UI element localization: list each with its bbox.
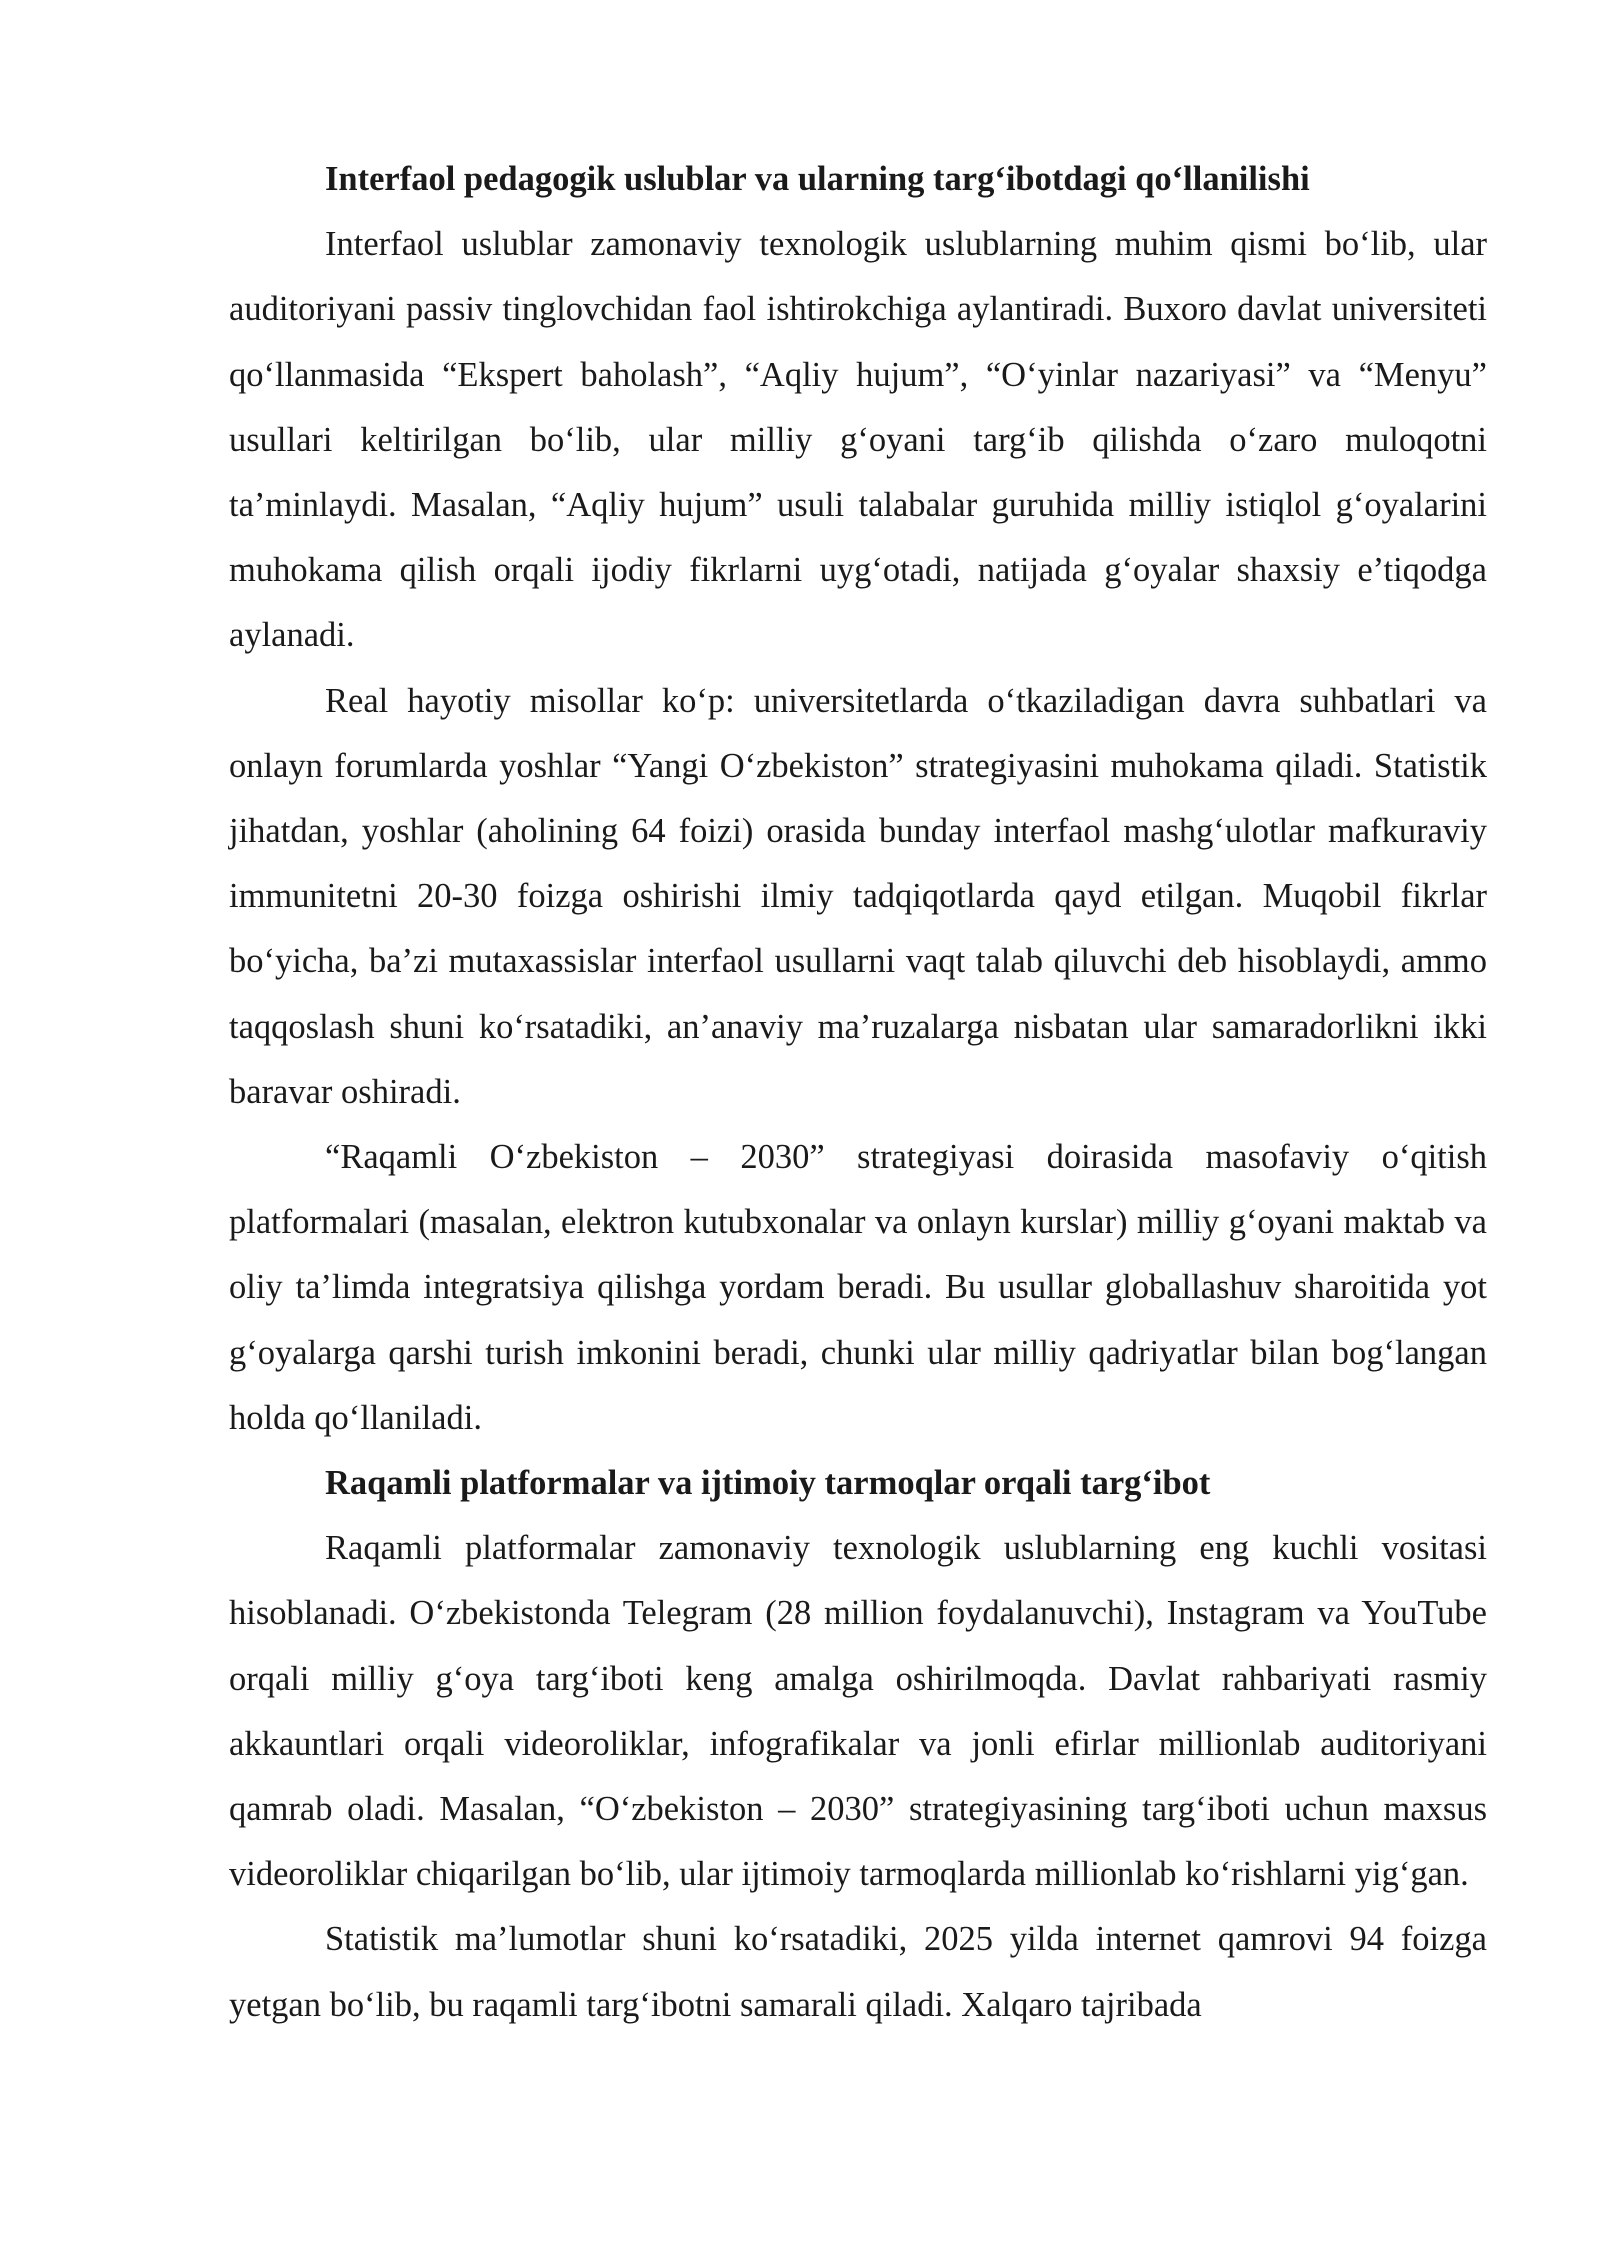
section-heading-interactive-methods: Interfaol pedagogik uslublar va ularning targ‘ibotdagi qo‘llanilishi: [325, 160, 1310, 198]
paragraph: Real hayotiy misollar ko‘p: universitetlarda o‘tkaziladigan davra suhbatlari va onlayn forumlarda yoshlar “Yangi O‘zbekiston” strategiyasini muhokama qiladi. Statistik jihatdan, yoshlar (aholining 64 foizi) orasida bunday interfaol mashg‘ulotlar mafkuraviy immunitetni 20-30 foizga oshirishi ilmiy tadqiqotlarda qayd etilgan. Muqobil fikrlar bo‘yicha, ba’zi mutaxassislar interfaol usullarni vaqt talab qiluvchi deb hisoblaydi, ammo taqqoslash shuni ko‘rsatadiki, an’anaviy ma’ruzalarga nisbatan ular samaradorlikni ikki baravar oshiradi.: [229, 681, 1487, 1111]
paragraph: Statistik ma’lumotlar shuni ko‘rsatadiki, 2025 yilda internet qamrovi 94 foizga yetgan bo‘lib, bu raqamli targ‘ibotni samarali qiladi. Xalqaro tajribada: [229, 1920, 1487, 2024]
paragraph: Interfaol uslublar zamonaviy texnologik uslublarning muhim qismi bo‘lib, ular auditoriyani passiv tinglovchidan faol ishtirokchiga aylantiradi. Buxoro davlat universiteti qo‘llanmasida “Ekspert baholash”, “Aqliy hujum”, “O‘yinlar nazariyasi” va “Menyu” usullari keltirilgan bo‘lib, ular milliy g‘oyani targ‘ib qilishda o‘zaro muloqotni ta’minlaydi. Masalan, “Aqliy hujum” usuli talabalar guruhida milliy istiqlol g‘oyalarini muhokama qilish orqali ijodiy fikrlarni uyg‘otadi, natijada g‘oyalar shaxsiy e’tiqodga aylanadi.: [229, 225, 1487, 655]
paragraph: “Raqamli O‘zbekiston – 2030” strategiyasi doirasida masofaviy o‘qitish platformalari (masalan, elektron kutubxonalar va onlayn kurslar) milliy g‘oyani maktab va oliy ta’limda integratsiya qilishga yordam beradi. Bu usullar globallashuv sharoitida yot g‘oyalarga qarshi turish imkonini beradi, chunki ular milliy qadriyatlar bilan bog‘langan holda qo‘llaniladi.: [229, 1138, 1487, 1437]
paragraph: Raqamli platformalar zamonaviy texnologik uslublarning eng kuchli vositasi hisoblanadi. O‘zbekistonda Telegram (28 million foydalanuvchi), Instagram va YouTube orqali milliy g‘oya targ‘iboti keng amalga oshirilmoqda. Davlat rahbariyati rasmiy akkauntlari orqali videoroliklar, infografikalar va jonli efirlar millionlab auditoriyani qamrab oladi. Masalan, “O‘zbekiston – 2030” strategiyasining targ‘iboti uchun maxsus videoroliklar chiqarilgan bo‘lib, ular ijtimoiy tarmoqlarda millionlab ko‘rishlarni yig‘gan.: [229, 1529, 1487, 1894]
document-page: [229, 147, 1487, 2038]
section-heading-digital-platforms: Raqamli platformalar va ijtimoiy tarmoqlar orqali targ‘ibot: [325, 1464, 1211, 1503]
